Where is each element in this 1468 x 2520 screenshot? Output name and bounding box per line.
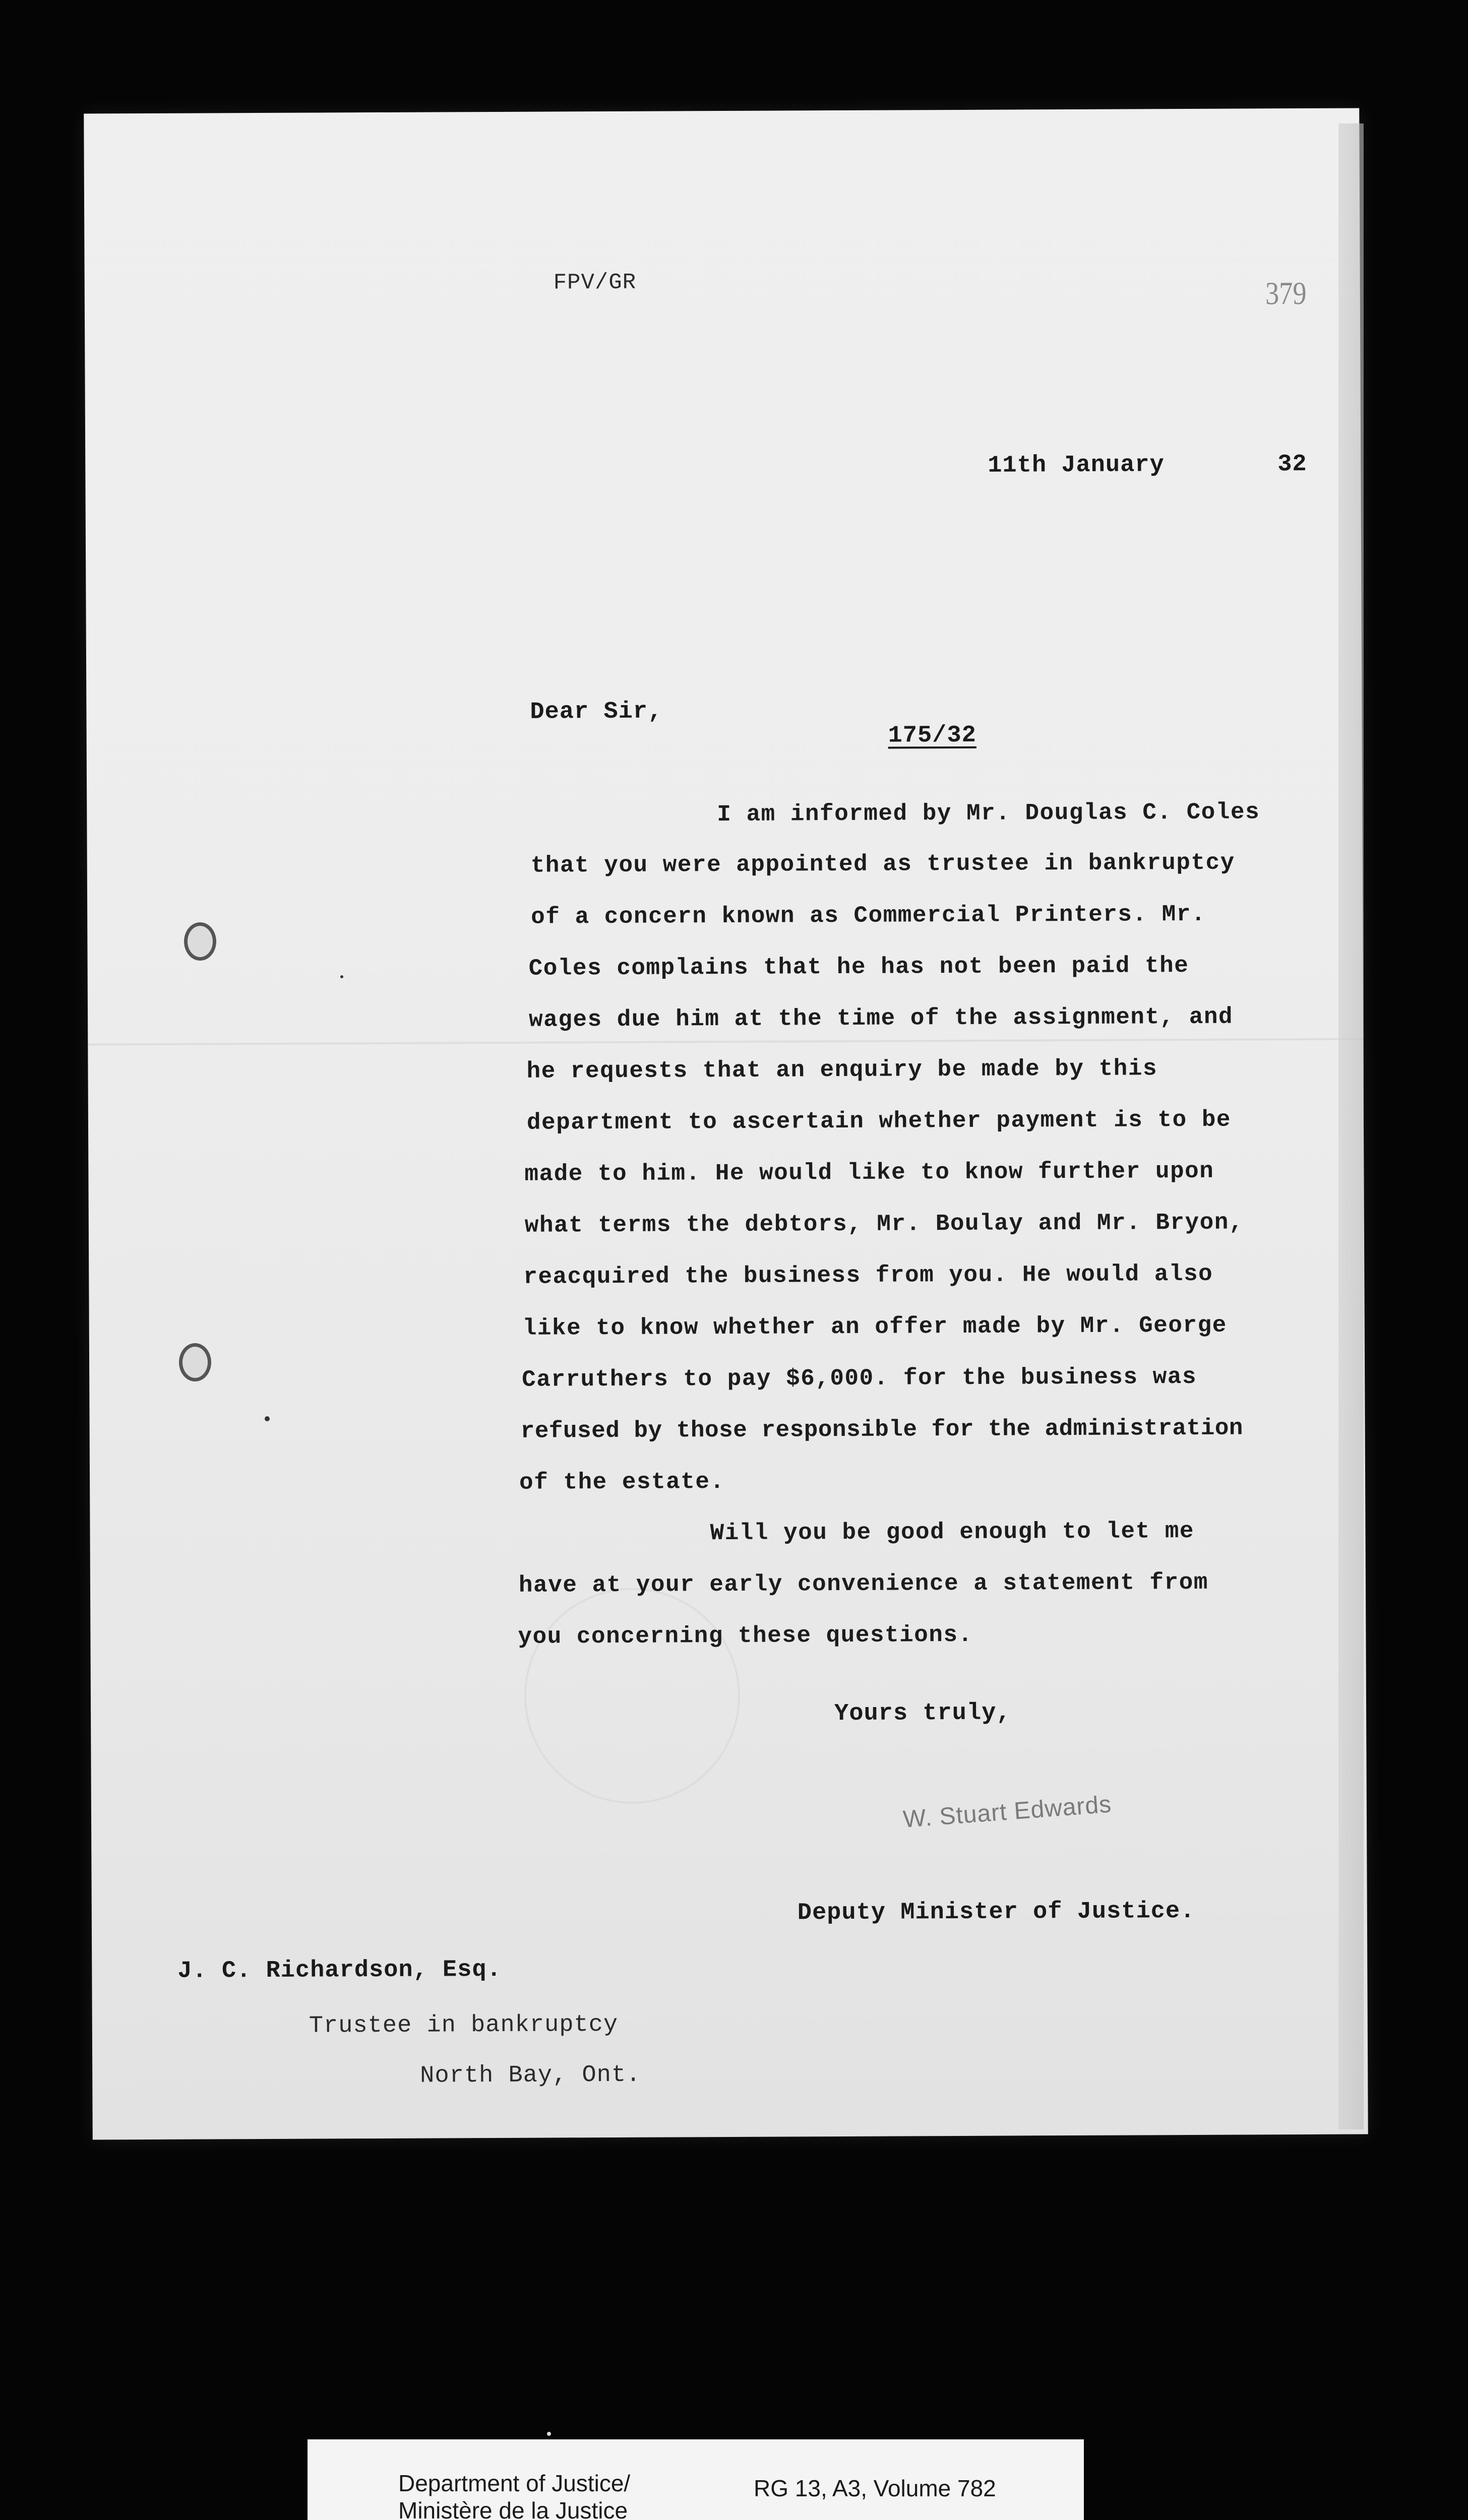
page-fold-line xyxy=(88,1038,1363,1045)
dust-speck xyxy=(340,975,343,978)
letter-year: 32 xyxy=(1277,451,1307,478)
letter-page xyxy=(84,108,1368,2139)
dust-speck xyxy=(265,1416,270,1421)
salutation: Dear Sir, xyxy=(530,698,663,726)
body-line: he requests that an enquiry be made by this xyxy=(526,1055,1158,1085)
punch-hole xyxy=(179,1343,211,1381)
body-line: made to him. He would like to know further upon xyxy=(524,1158,1214,1187)
page-edge-shadow xyxy=(1338,123,1364,2129)
body-line: department to ascertain whether payment is to be xyxy=(526,1106,1232,1136)
signature: W. Stuart Edwards xyxy=(902,1791,1113,1833)
recipient-name: J. C. Richardson, Esq. xyxy=(177,1956,502,1985)
faint-stamp-impression xyxy=(524,1588,741,1804)
body-line: I am informed by Mr. Douglas C. Coles xyxy=(717,799,1260,828)
body-line: refused by those responsible for the administration xyxy=(520,1415,1244,1444)
letter-initials: FPV/GR xyxy=(553,270,637,296)
body-line: that you were appointed as trustee in bankruptcy xyxy=(530,849,1235,879)
reference-number: 175/32 xyxy=(888,722,976,749)
department-french: Ministère de la Justice xyxy=(398,2497,628,2520)
body-line: Carruthers to pay $6,000. for the business was xyxy=(522,1363,1197,1393)
archive-reference-card xyxy=(308,2439,1084,2520)
closing: Yours truly, xyxy=(834,1699,1011,1728)
body-line: like to know whether an offer made by Mr. George xyxy=(522,1312,1227,1342)
department-label xyxy=(398,2470,630,2520)
recipient-place: North Bay, Ont. xyxy=(420,2061,641,2090)
body-line: wages due him at the time of the assignment, and xyxy=(528,1003,1234,1033)
punch-hole xyxy=(184,922,216,961)
body-line: you concerning these questions. xyxy=(518,1621,973,1650)
volume-reference: RG 13, A3, Volume 782 xyxy=(754,2475,996,2501)
body-line: Coles complains that he has not been paid the xyxy=(528,952,1189,982)
folio-number: 379 xyxy=(1265,275,1307,311)
dust-speck xyxy=(547,2432,551,2436)
recipient-role: Trustee in bankruptcy xyxy=(309,2011,619,2040)
body-line: of the estate. xyxy=(519,1469,725,1496)
department-english: Department of Justice/ xyxy=(398,2470,631,2496)
body-line: what terms the debtors, Mr. Boulay and Mr. Bryon, xyxy=(524,1209,1244,1239)
signatory-title: Deputy Minister of Justice. xyxy=(797,1898,1195,1927)
body-line: reacquired the business from you. He would also xyxy=(523,1261,1213,1290)
body-line: have at your early convenience a statement from xyxy=(518,1569,1209,1599)
letter-date: 11th January xyxy=(988,452,1165,479)
body-line: Will you be good enough to let me xyxy=(710,1518,1195,1547)
body-line: of a concern known as Commercial Printers. Mr. xyxy=(531,901,1206,930)
